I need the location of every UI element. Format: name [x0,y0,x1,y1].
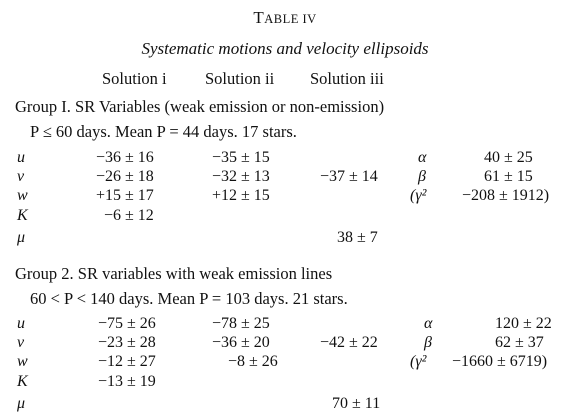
solution-ii-value: −8 ± 26 [228,353,278,370]
group-2-heading: Group 2. SR variables with weak emission lines [15,264,333,283]
param-value: 61 ± 15 [484,168,533,185]
solution-ii-value: −36 ± 20 [212,334,270,351]
header-solution-iii: Solution iii [310,69,384,88]
group-1-heading: Group I. SR Variables (weak emission or non-emission) [15,97,385,116]
solution-iii-value: 38 ± 7 [337,229,378,246]
solution-i-value: −12 ± 27 [98,353,156,370]
solution-iii-value: −42 ± 22 [320,334,378,351]
param-symbol: β [424,334,432,351]
param-symbol: β [418,168,426,185]
param-symbol: (γ² [410,187,427,204]
param-symbol: (γ² [410,353,427,370]
solution-ii-value: −35 ± 15 [212,149,270,166]
table-title-first-letter: T [253,8,265,27]
symbol-k: K [17,373,28,390]
symbol-u: u [17,149,25,166]
solution-i-value: −26 ± 18 [96,168,154,185]
symbol-v: v [17,334,25,351]
solution-ii-value: −78 ± 25 [212,315,270,332]
symbol-w: w [17,187,28,204]
table-subtitle: Systematic motions and velocity ellipsoids [141,39,429,58]
solution-i-value: +15 ± 17 [96,187,154,204]
param-value: 120 ± 22 [495,315,552,332]
symbol-v: v [17,168,25,185]
solution-i-value: −75 ± 26 [98,315,156,332]
symbol-mu: μ [17,229,26,246]
group-1-condition: P ≤ 60 days. Mean P = 44 days. 17 stars. [30,122,297,141]
symbol-mu: μ [17,395,26,412]
solution-i-value: −6 ± 12 [104,207,154,224]
solution-i-value: −36 ± 16 [96,149,154,166]
param-symbol: α [418,149,427,166]
table-title [0,8,570,28]
header-solution-i: Solution i [102,69,167,88]
table-title-rest: ABLE IV [264,12,317,26]
solution-i-value: −23 ± 28 [98,334,156,351]
param-value: −1660 ± 6719) [452,353,548,370]
solution-ii-value: +12 ± 15 [212,187,270,204]
group-2-condition: 60 < P < 140 days. Mean P = 103 days. 21 stars. [30,289,348,308]
solution-i-value: −13 ± 19 [98,373,156,390]
solution-ii-value: −32 ± 13 [212,168,270,185]
param-value: 40 ± 25 [484,149,533,166]
solution-iii-value: 70 ± 11 [332,395,381,412]
param-symbol: α [424,315,433,332]
symbol-u: u [17,315,25,332]
solution-iii-value: −37 ± 14 [320,168,378,185]
param-value: 62 ± 37 [495,334,544,351]
symbol-w: w [17,353,28,370]
param-value: −208 ± 1912) [462,187,550,204]
symbol-k: K [17,207,28,224]
header-solution-ii: Solution ii [205,69,275,88]
